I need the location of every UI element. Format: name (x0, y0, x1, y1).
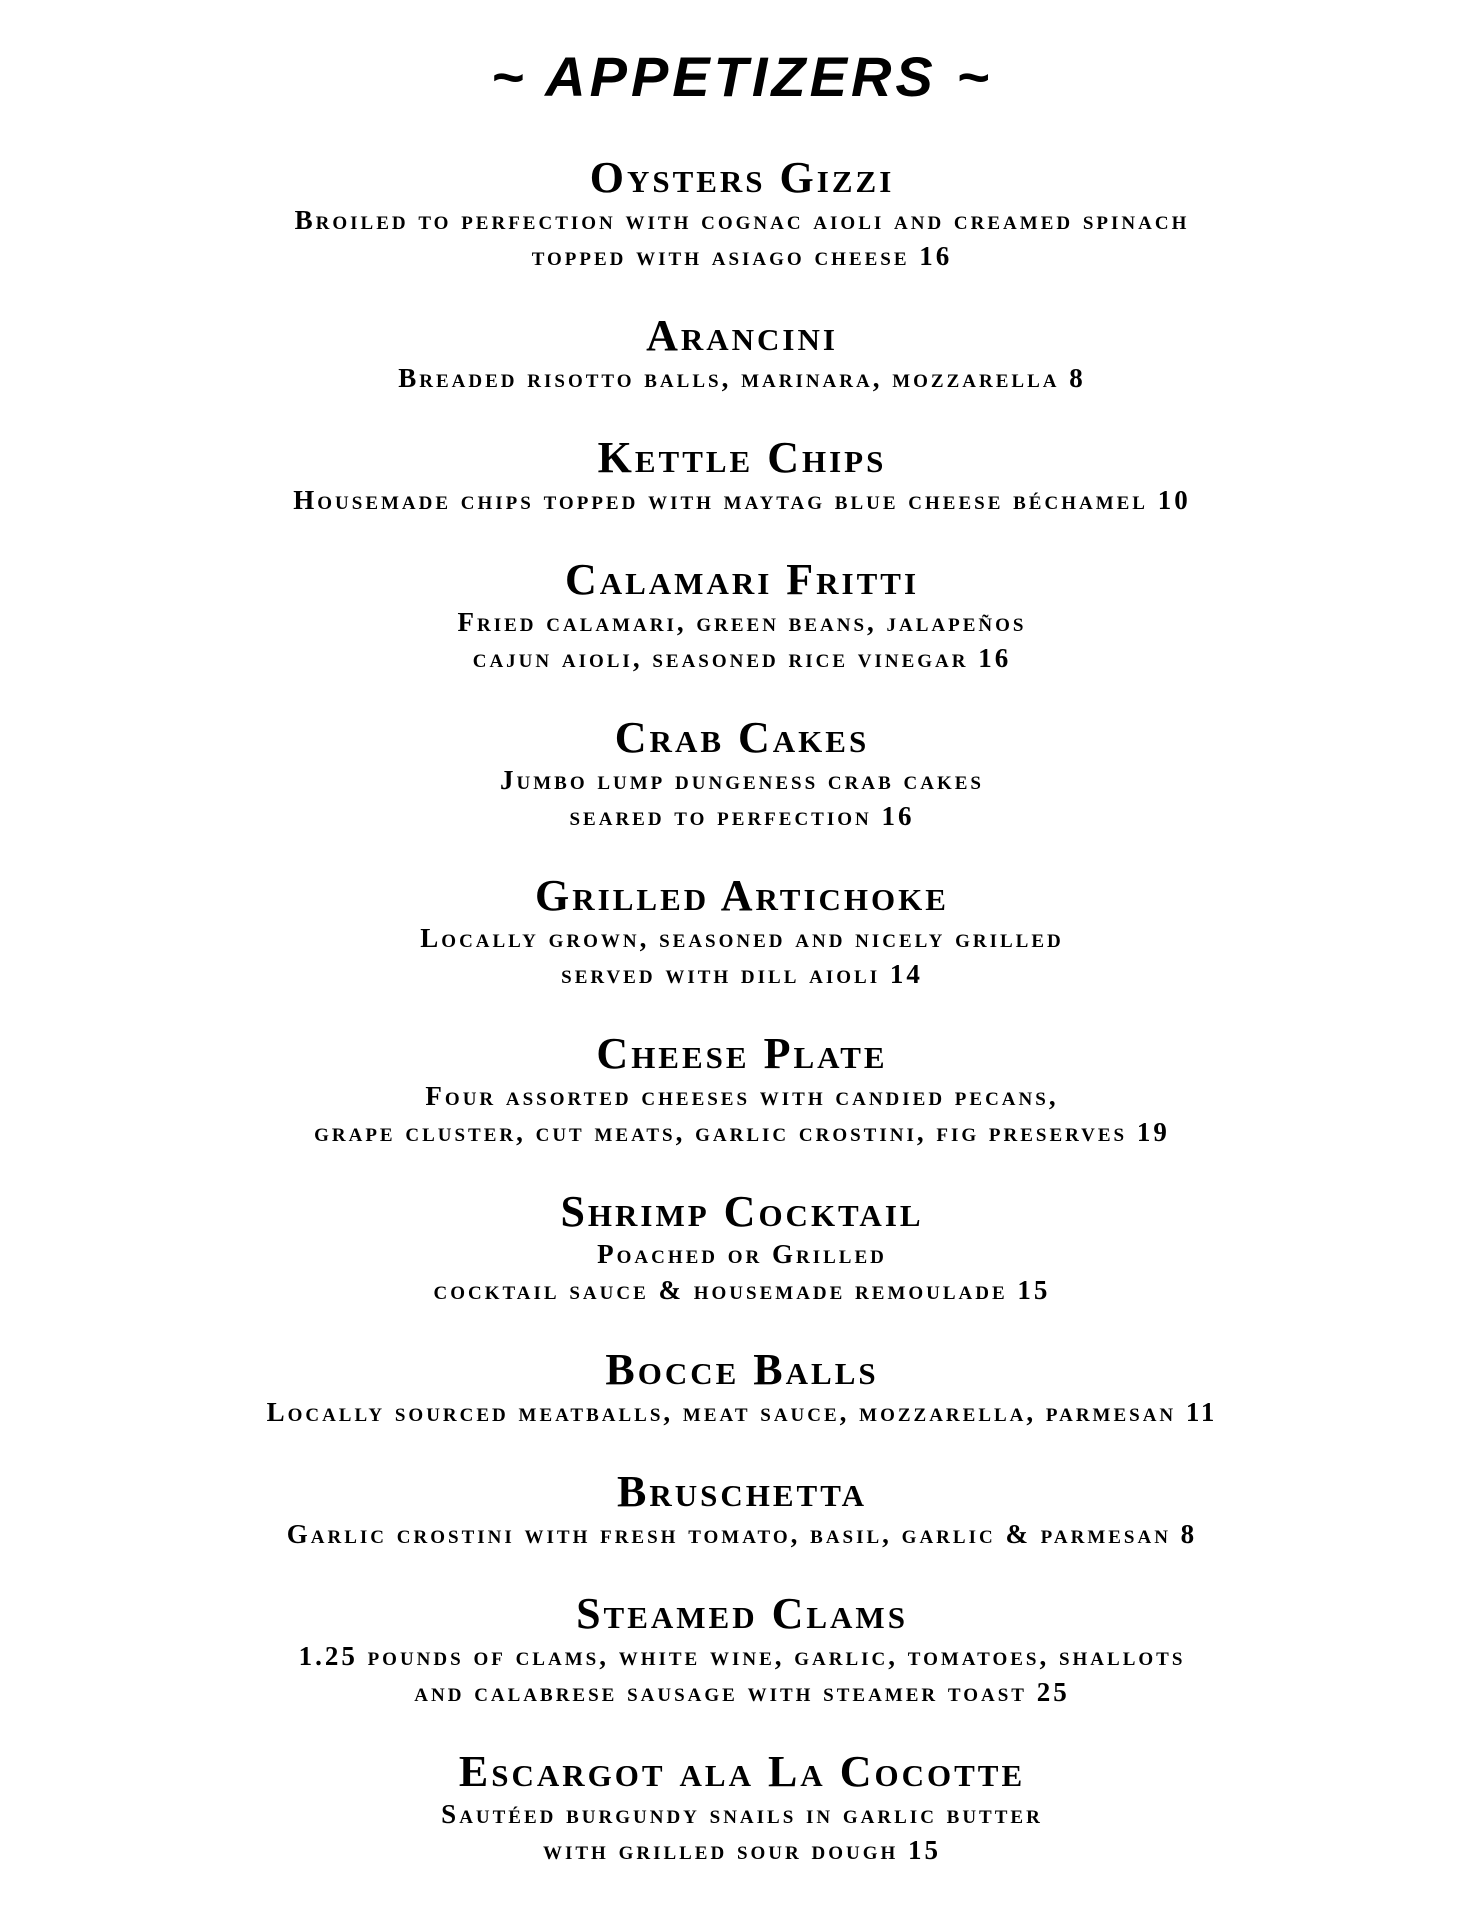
item-name: Oysters Gizzi (589, 153, 895, 202)
menu-title: ~ APPETIZERS ~ (490, 45, 994, 108)
item-description-line: Sautéed burgundy snails in garlic butter (441, 1799, 1043, 1829)
item-description-line: Breaded risotto balls, marinara, mozzarella 8 (398, 363, 1086, 393)
item-description-line: with grilled sour dough 15 (542, 1835, 942, 1865)
item-name: Arancini (646, 311, 838, 360)
menu-item-grilled-artichoke (0, 872, 1484, 1030)
menu-item-crab-cakes (0, 714, 1484, 872)
item-name: Bocce Balls (605, 1345, 879, 1394)
item-description-line: cajun aioli, seasoned rice vinegar 16 (472, 643, 1012, 673)
item-description-line: Four assorted cheeses with candied pecans, (425, 1081, 1059, 1111)
item-name: Grilled Artichoke (535, 871, 949, 920)
item-name: Cheese Plate (596, 1029, 888, 1078)
menu-item-shrimp-cocktail (0, 1188, 1484, 1346)
item-description-line: Poached or Grilled (597, 1239, 887, 1269)
item-description-line: served with dill aioli 14 (561, 959, 923, 989)
menu-item-calamari-fritti (0, 556, 1484, 714)
menu-item-kettle-chips (0, 434, 1484, 556)
menu-item-bocce-balls (0, 1346, 1484, 1468)
item-description-line: Locally grown, seasoned and nicely grilled (420, 923, 1064, 953)
item-description-line: Broiled to perfection with cognac aioli and creamed spinach (294, 205, 1190, 235)
item-description-line: Housemade chips topped with maytag blue cheese béchamel 10 (293, 485, 1191, 515)
item-description-line: Locally sourced meatballs, meat sauce, mozzarella, parmesan 11 (266, 1397, 1218, 1427)
item-name: Steamed Clams (576, 1589, 908, 1638)
menu-item-bruschetta (0, 1468, 1484, 1590)
item-description-line: Garlic crostini with fresh tomato, basil, garlic & parmesan 8 (286, 1519, 1198, 1549)
item-name: Calamari Fritti (564, 555, 920, 604)
menu-item-steamed-clams (0, 1590, 1484, 1748)
item-description-line: topped with asiago cheese 16 (531, 241, 953, 271)
item-name: Bruschetta (617, 1467, 867, 1516)
menu-item-oysters-gizzi (0, 154, 1484, 312)
item-description-line: Fried calamari, green beans, jalapeños (457, 607, 1027, 637)
menu-item-arancini (0, 312, 1484, 434)
item-description-line: 1.25 pounds of clams, white wine, garlic, tomatoes, shallots (298, 1641, 1186, 1671)
item-description-line: seared to perfection 16 (569, 801, 915, 831)
menu-item-escargot (0, 1748, 1484, 1906)
item-name: Kettle Chips (597, 433, 887, 482)
item-description-line: grape cluster, cut meats, garlic crostini, fig preserves 19 (314, 1117, 1170, 1147)
menu-item-cheese-plate (0, 1030, 1484, 1188)
item-description-line: and calabrese sausage with steamer toast 25 (414, 1677, 1070, 1707)
item-name: Shrimp Cocktail (560, 1187, 924, 1236)
item-name: Escargot ala La Cocotte (458, 1747, 1026, 1796)
item-description-line: Jumbo lump dungeness crab cakes (500, 765, 984, 795)
item-description-line: cocktail sauce & housemade remoulade 15 (433, 1275, 1051, 1305)
item-name: Crab Cakes (614, 713, 870, 762)
